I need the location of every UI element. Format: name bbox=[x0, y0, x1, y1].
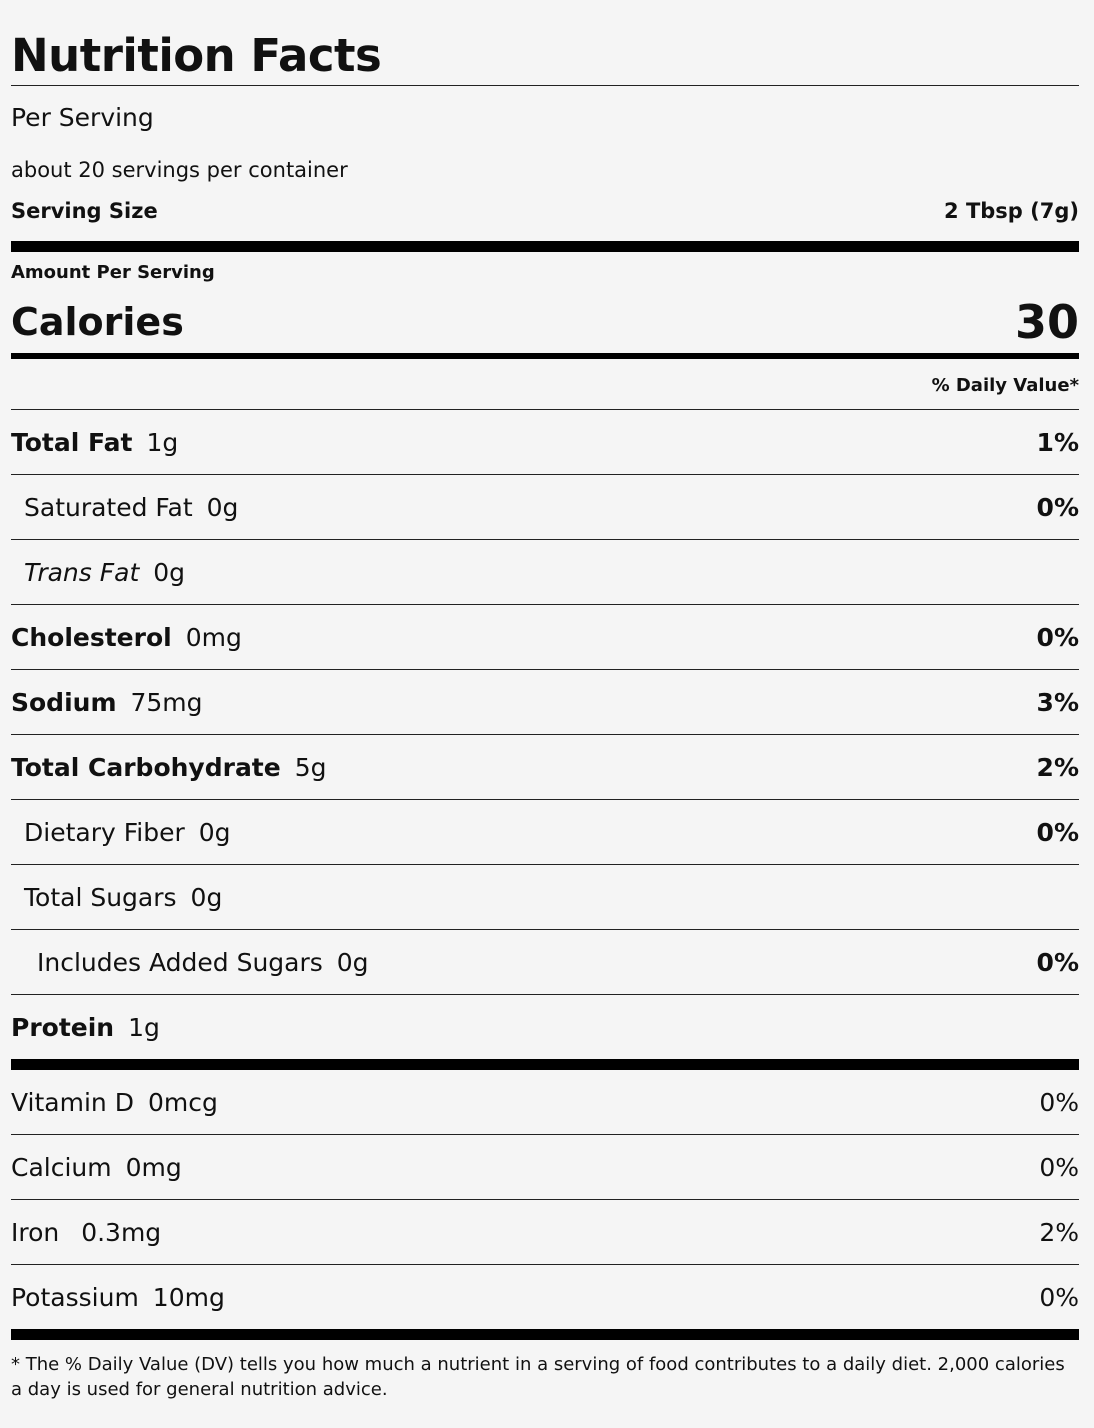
vitamin-amount: 0mg bbox=[125, 1152, 182, 1182]
nutrient-amount: 1g bbox=[146, 427, 179, 457]
vitamin-amount: 0.3mg bbox=[73, 1217, 162, 1247]
nutrient-name: Total Carbohydrate bbox=[11, 752, 281, 782]
vitamin-name: Calcium bbox=[11, 1152, 112, 1182]
thick-divider bbox=[11, 241, 1079, 252]
nutrient-name: Trans Fat bbox=[24, 557, 140, 587]
vitamin-row-calcium bbox=[11, 1134, 1079, 1199]
vitamin-row-iron bbox=[11, 1199, 1079, 1264]
nutrient-daily-value: 2% bbox=[1036, 752, 1079, 782]
daily-value-header: % Daily Value* bbox=[931, 375, 1079, 396]
nutrient-amount: 75mg bbox=[130, 687, 203, 717]
nutrient-row-sodium bbox=[11, 669, 1079, 734]
vitamin-name: Vitamin D bbox=[11, 1087, 134, 1117]
nutrient-name: Total Sugars bbox=[24, 882, 177, 912]
vitamin-name: Iron bbox=[11, 1217, 60, 1247]
servings-per-container: about 20 servings per container bbox=[11, 158, 348, 182]
serving-size-value: 2 Tbsp (7g) bbox=[944, 199, 1079, 223]
nutrient-amount: 0g bbox=[190, 882, 223, 912]
nutrient-row-total-sugars bbox=[11, 864, 1079, 929]
nutrition-facts-label bbox=[11, 0, 1079, 1402]
nutrient-amount: 0g bbox=[206, 492, 239, 522]
nutrient-row-total-carbohydrate bbox=[11, 734, 1079, 799]
nutrient-name: Total Fat bbox=[11, 427, 133, 457]
vitamin-amount: 0mcg bbox=[147, 1087, 218, 1117]
thick-divider bbox=[11, 1059, 1079, 1070]
amount-per-serving-label: Amount Per Serving bbox=[11, 262, 215, 283]
nutrient-name: Protein bbox=[11, 1012, 115, 1042]
serving-size-row bbox=[11, 186, 1079, 226]
thick-divider bbox=[11, 1329, 1079, 1340]
nutrient-daily-value: 3% bbox=[1036, 687, 1079, 717]
vitamin-daily-value: 2% bbox=[1039, 1217, 1079, 1247]
nutrient-daily-value: 0% bbox=[1036, 492, 1079, 522]
nutrient-row-added-sugars bbox=[11, 929, 1079, 994]
nutrient-name: Cholesterol bbox=[11, 622, 172, 652]
nutrient-amount: 1g bbox=[128, 1012, 160, 1042]
vitamin-row-vitamin-d bbox=[11, 1070, 1079, 1134]
nutrient-name: Sodium bbox=[11, 687, 117, 717]
per-serving-label: Per Serving bbox=[11, 103, 154, 132]
nutrient-row-trans-fat bbox=[11, 539, 1079, 604]
nutrient-daily-value: 1% bbox=[1036, 427, 1079, 457]
serving-size-label: Serving Size bbox=[11, 199, 158, 223]
nutrient-amount: 5g bbox=[294, 752, 327, 782]
nutrient-amount: 0mg bbox=[185, 622, 242, 652]
nutrient-amount: 0g bbox=[198, 817, 231, 847]
page-title: Nutrition Facts bbox=[11, 29, 382, 82]
vitamins-section bbox=[11, 1070, 1079, 1329]
nutrient-row-cholesterol bbox=[11, 604, 1079, 669]
vitamin-amount: 10mg bbox=[152, 1282, 225, 1312]
vitamin-daily-value: 0% bbox=[1039, 1152, 1079, 1182]
nutrient-name: Dietary Fiber bbox=[24, 817, 185, 847]
nutrient-amount: 0g bbox=[153, 557, 186, 587]
nutrient-row-protein bbox=[11, 994, 1079, 1059]
nutrient-row-saturated-fat bbox=[11, 474, 1079, 539]
nutrient-daily-value: 0% bbox=[1036, 817, 1079, 847]
nutrient-daily-value: 0% bbox=[1036, 622, 1079, 652]
calories-row bbox=[11, 288, 1079, 353]
nutrient-amount: 0g bbox=[336, 947, 369, 977]
vitamin-daily-value: 0% bbox=[1039, 1282, 1079, 1312]
nutrient-daily-value: 0% bbox=[1036, 947, 1079, 977]
vitamin-daily-value: 0% bbox=[1039, 1087, 1079, 1117]
nutrient-row-total-fat bbox=[11, 409, 1079, 474]
vitamin-name: Potassium bbox=[11, 1282, 139, 1312]
calories-value: 30 bbox=[1014, 295, 1079, 349]
vitamin-row-potassium bbox=[11, 1264, 1079, 1329]
nutrient-row-dietary-fiber bbox=[11, 799, 1079, 864]
nutrient-name: Includes Added Sugars bbox=[37, 947, 323, 977]
nutrient-name: Saturated Fat bbox=[24, 492, 193, 522]
daily-value-footnote: * The % Daily Value (DV) tells you how much a nutrient in a serving of food contributes to a daily diet. 2,000 calories a day is used for general nutrition advice. bbox=[11, 1354, 1065, 1400]
calories-label: Calories bbox=[11, 300, 184, 344]
